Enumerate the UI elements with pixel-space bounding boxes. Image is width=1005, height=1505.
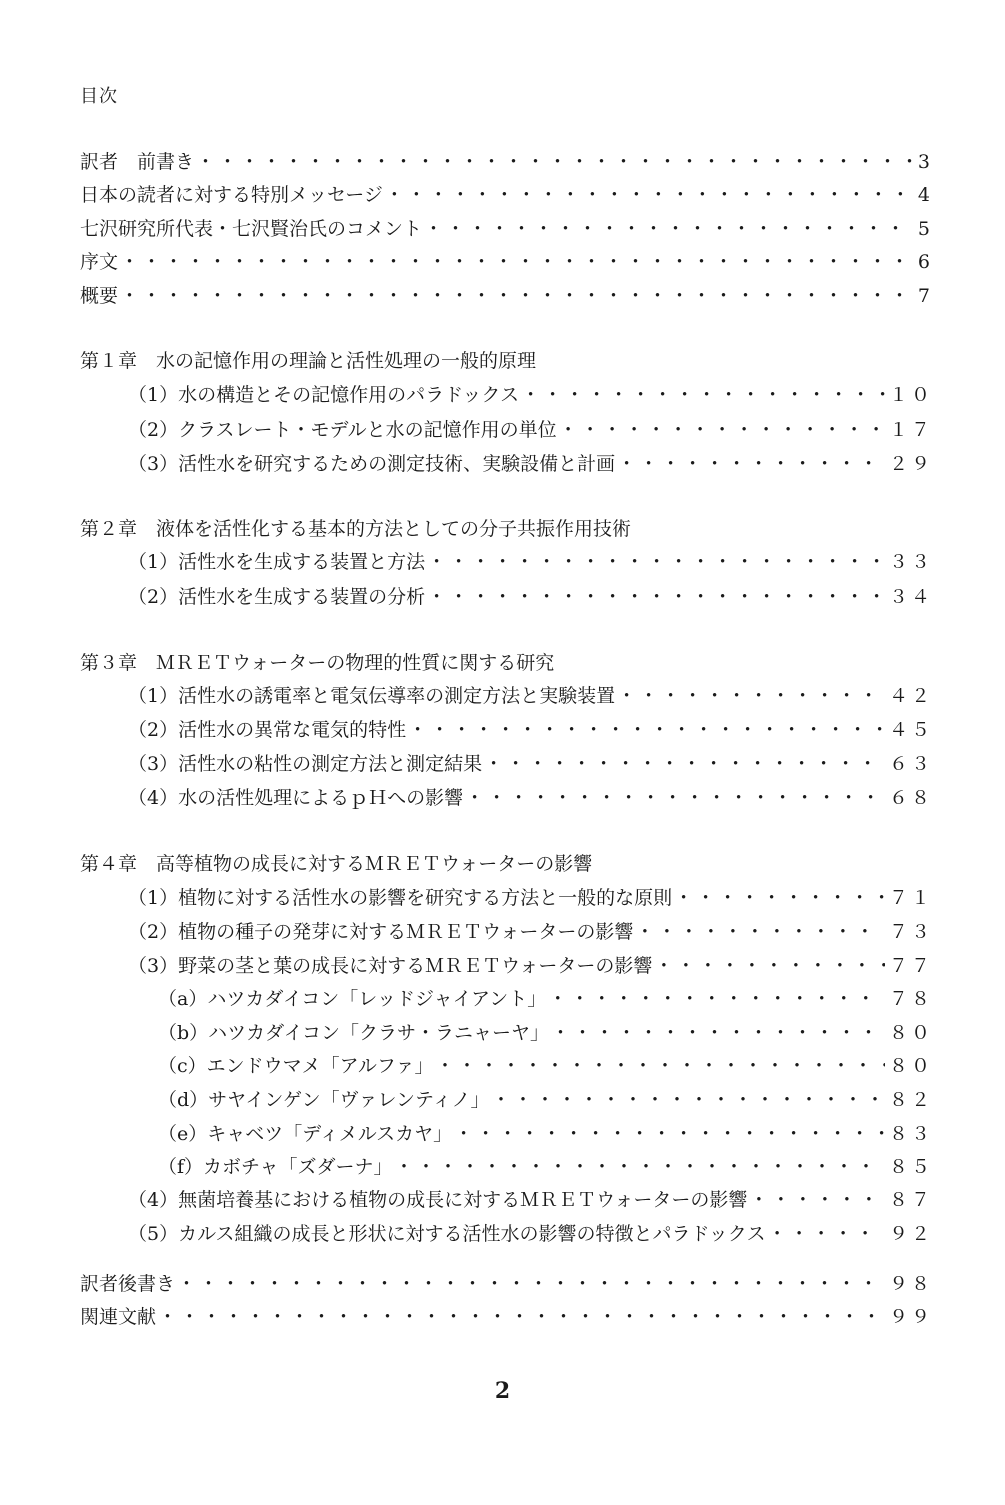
toc-entry-title: （3）野菜の茎と葉の成長に対するＭＲＥＴウォーターの影響 <box>128 955 653 977</box>
toc-entry-page: ８２ <box>888 1089 933 1111</box>
toc-entry-special-message[interactable] <box>80 183 933 207</box>
toc-entry-ch3-3[interactable] <box>128 752 933 776</box>
toc-entry-page: １７ <box>888 419 933 441</box>
toc-entry-page: ２９ <box>888 453 933 475</box>
toc-entry-ch4-3d[interactable] <box>158 1088 933 1112</box>
toc-entry-ch1-2[interactable] <box>128 418 933 442</box>
toc-entry-title: 訳者 前書き <box>80 151 195 173</box>
leader-dots <box>436 1054 885 1078</box>
leader-dots <box>674 886 885 910</box>
toc-entry-ch1-1[interactable] <box>128 383 933 407</box>
leader-dots <box>385 183 914 207</box>
toc-entry-ch2-2[interactable] <box>128 585 933 609</box>
toc-entry-title: 訳者後書き <box>80 1273 176 1295</box>
leader-dots <box>120 250 914 274</box>
leader-dots <box>120 284 914 308</box>
toc-entry-page: 6 <box>917 251 933 273</box>
toc-entry-page: 3 <box>917 151 933 173</box>
toc-entry-title: （4）水の活性処理によるｐＨへの影響 <box>128 787 464 809</box>
toc-entry-title: （1）植物に対する活性水の影響を研究する方法と一般的な原則 <box>128 887 673 909</box>
toc-entry-ch4-5[interactable] <box>128 1222 933 1246</box>
toc-entry-page: ８７ <box>888 1189 933 1211</box>
leader-dots <box>749 1188 885 1212</box>
toc-entry-ch4-3b[interactable] <box>158 1021 933 1045</box>
toc-entry-ch4-3e[interactable] <box>158 1122 933 1146</box>
toc-entry-page: ９９ <box>888 1306 933 1328</box>
toc-entry-page: 5 <box>917 218 933 240</box>
toc-entry-title: （1）活性水の誘電率と電気伝導率の測定方法と実験装置 <box>128 685 616 707</box>
toc-entry-page: ４５ <box>888 719 933 741</box>
leader-dots <box>177 1272 885 1296</box>
leader-dots <box>408 718 885 742</box>
leader-dots <box>548 987 885 1011</box>
toc-entry-page: ４２ <box>888 685 933 707</box>
toc-entry-foreword[interactable] <box>80 250 933 274</box>
toc-entry-ch3-4[interactable] <box>128 786 933 810</box>
toc-entry-page: ９８ <box>888 1273 933 1295</box>
toc-entry-ch4-1[interactable] <box>128 886 933 910</box>
toc-entry-page: ８５ <box>888 1156 933 1178</box>
toc-entry-title: （f）カボチャ「ズダーナ」 <box>158 1156 393 1178</box>
toc-entry-title: 序文 <box>80 251 119 273</box>
toc-entry-ch4-3c[interactable] <box>158 1054 933 1078</box>
toc-entry-page: ８０ <box>888 1022 933 1044</box>
leader-dots <box>521 383 885 407</box>
toc-entry-page: ６８ <box>888 787 933 809</box>
leader-dots <box>617 684 885 708</box>
leader-dots <box>424 217 914 241</box>
toc-entry-title: （e）キャベツ「ディメルスカヤ」 <box>158 1123 453 1145</box>
toc-entry-page: １０ <box>888 384 933 406</box>
toc-entry-page: ７７ <box>888 955 933 977</box>
toc-entry-title: （b）ハツカダイコン「クラサ・ラニャーヤ」 <box>158 1022 550 1044</box>
chapter-2-title[interactable]: 第２章 液体を活性化する基本的方法としての分子共振作用技術 <box>80 518 632 540</box>
leader-dots <box>559 418 885 442</box>
chapter-1-title[interactable]: 第１章 水の記憶作用の理論と活性処理の一般的原理 <box>80 350 537 372</box>
toc-entry-page: ７８ <box>888 988 933 1010</box>
leader-dots <box>158 1305 885 1329</box>
leader-dots <box>454 1122 885 1146</box>
toc-entry-page: ９２ <box>888 1223 933 1245</box>
toc-entry-comment[interactable] <box>80 217 933 241</box>
toc-entry-ch2-1[interactable] <box>128 550 933 574</box>
toc-entry-ch4-3f[interactable] <box>158 1155 933 1179</box>
toc-entry-ch4-3[interactable] <box>128 954 933 978</box>
chapter-4-title[interactable]: 第４章 高等植物の成長に対するＭＲＥＴウォーターの影響 <box>80 853 593 875</box>
leader-dots <box>427 585 885 609</box>
toc-entry-title: （2）活性水の異常な電気的特性 <box>128 719 407 741</box>
toc-entry-page: ８３ <box>888 1123 933 1145</box>
toc-entry-title: 日本の読者に対する特別メッセージ <box>80 184 383 206</box>
leader-dots <box>465 786 885 810</box>
page-heading: 目次 <box>80 86 118 107</box>
toc-entry-summary[interactable] <box>80 284 933 308</box>
toc-entry-page: ７３ <box>888 921 933 943</box>
toc-entry-title: （c）エンドウマメ「アルファ」 <box>158 1055 434 1077</box>
toc-entry-title: （d）サヤインゲン「ヴァレンティノ」 <box>158 1089 490 1111</box>
leader-dots <box>196 150 914 174</box>
toc-entry-ch3-1[interactable] <box>128 684 933 708</box>
toc-entry-page: ８０ <box>888 1055 933 1077</box>
toc-entry-translator-preface[interactable] <box>80 150 933 174</box>
toc-entry-title: （4）無菌培養基における植物の成長に対するＭＲＥＴウォーターの影響 <box>128 1189 748 1211</box>
toc-entry-references[interactable] <box>80 1305 933 1329</box>
toc-entry-ch4-2[interactable] <box>128 920 933 944</box>
toc-entry-title: （1）活性水を生成する装置と方法 <box>128 551 426 573</box>
leader-dots <box>617 452 885 476</box>
toc-entry-title: （2）植物の種子の発芽に対するＭＲＥＴウォーターの影響 <box>128 921 634 943</box>
toc-entry-title: （2）クラスレート・モデルと水の記憶作用の単位 <box>128 419 557 441</box>
leader-dots <box>551 1021 885 1045</box>
toc-entry-page: ６３ <box>888 753 933 775</box>
toc-entry-ch4-3a[interactable] <box>158 987 933 1011</box>
toc-entry-ch3-2[interactable] <box>128 718 933 742</box>
toc-entry-title: （2）活性水を生成する装置の分析 <box>128 586 426 608</box>
toc-entry-page: 7 <box>917 285 933 307</box>
leader-dots <box>394 1155 885 1179</box>
leader-dots <box>427 550 885 574</box>
chapter-3-title[interactable]: 第３章 ＭＲＥＴウォーターの物理的性質に関する研究 <box>80 652 555 674</box>
toc-entry-title: 七沢研究所代表・七沢賢治氏のコメント <box>80 218 423 240</box>
toc-entry-title: （1）水の構造とその記憶作用のパラドックス <box>128 384 520 406</box>
toc-entry-page: ３３ <box>888 551 933 573</box>
toc-entry-ch1-3[interactable] <box>128 452 933 476</box>
toc-entry-title: （3）活性水を研究するための測定技術、実験設備と計画 <box>128 453 616 475</box>
leader-dots <box>491 1088 885 1112</box>
toc-entry-title: （3）活性水の粘性の測定方法と測定結果 <box>128 753 483 775</box>
leader-dots <box>635 920 885 944</box>
toc-entry-title: 関連文献 <box>80 1306 157 1328</box>
leader-dots <box>768 1222 885 1246</box>
toc-entry-translator-afterword[interactable] <box>80 1272 933 1296</box>
page-number: 2 <box>494 1378 511 1404</box>
toc-entry-title: （a）ハツカダイコン「レッドジャイアント」 <box>158 988 547 1010</box>
leader-dots <box>484 752 885 776</box>
leader-dots <box>654 954 885 978</box>
toc-entry-title: 概要 <box>80 285 119 307</box>
toc-entry-page: 4 <box>917 184 933 206</box>
toc-entry-page: ３４ <box>888 586 933 608</box>
toc-entry-ch4-4[interactable] <box>128 1188 933 1212</box>
toc-entry-page: ７１ <box>888 887 933 909</box>
toc-entry-title: （5）カルス組織の成長と形状に対する活性水の影響の特徴とパラドックス <box>128 1223 766 1245</box>
